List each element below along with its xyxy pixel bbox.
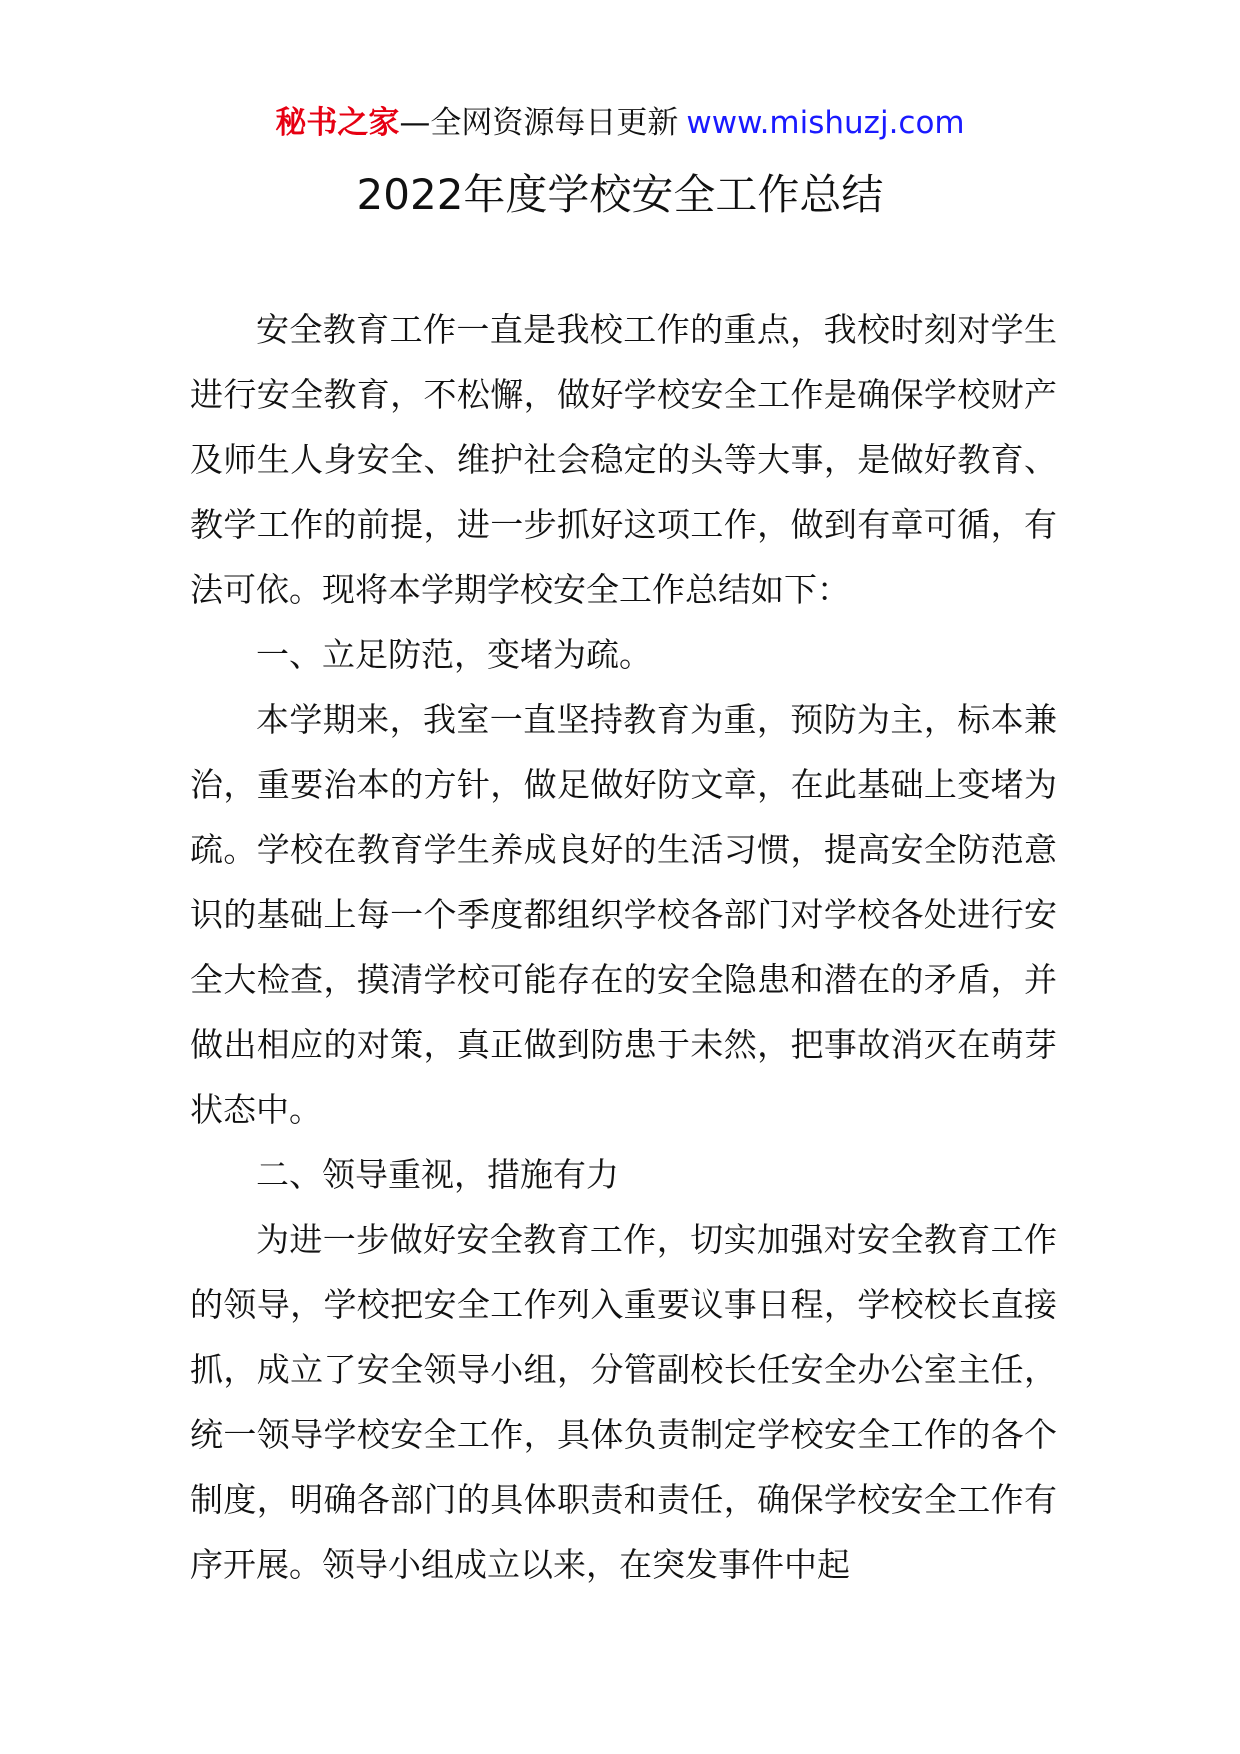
section-heading-2: 二、领导重视，措施有力 <box>256 1155 619 1194</box>
paragraph-intro: 安全教育工作一直是我校工作的重点，我校时刻对学生进行安全教育，不松懈，做好学校安全工作是确保学校财产及师生人身安全、维护社会稳定的头等大事，是做好教育、教学工作的前提，进一步抓好这项工作，做到有章可循，有法可依。现将本学期学校安全工作总结如下： <box>190 310 1057 609</box>
document-body <box>190 297 1057 1597</box>
document-title: 2022年度学校安全工作总结 <box>356 170 884 219</box>
paragraph-section-1: 本学期来，我室一直坚持教育为重，预防为主，标本兼治，重要治本的方针，做足做好防文章，在此基础上变堵为疏。学校在教育学生养成良好的生活习惯，提高安全防范意识的基础上每一个季度都组织学校各部门对学校各处进行安全大检查，摸清学校可能存在的安全隐患和潜在的矛盾，并做出相应的对策，真正做到防患于未然，把事故消灭在萌芽状态中。 <box>190 700 1057 1129</box>
site-url-link[interactable]: www.mishuzj.com <box>686 105 965 141</box>
site-slogan: —全网资源每日更新 <box>399 105 679 141</box>
section-heading-1: 一、立足防范，变堵为疏。 <box>256 635 652 674</box>
brand-name: 秘书之家 <box>275 105 400 141</box>
site-header <box>0 100 1240 146</box>
paragraph-section-2: 为进一步做好安全教育工作，切实加强对安全教育工作的领导，学校把安全工作列入重要议事日程，学校校长直接抓，成立了安全领导小组，分管副校长任安全办公室主任，统一领导学校安全工作，具体负责制定学校安全工作的各个制度，明确各部门的具体职责和责任，确保学校安全工作有序开展。领导小组成立以来，在突发事件中起 <box>190 1220 1057 1584</box>
